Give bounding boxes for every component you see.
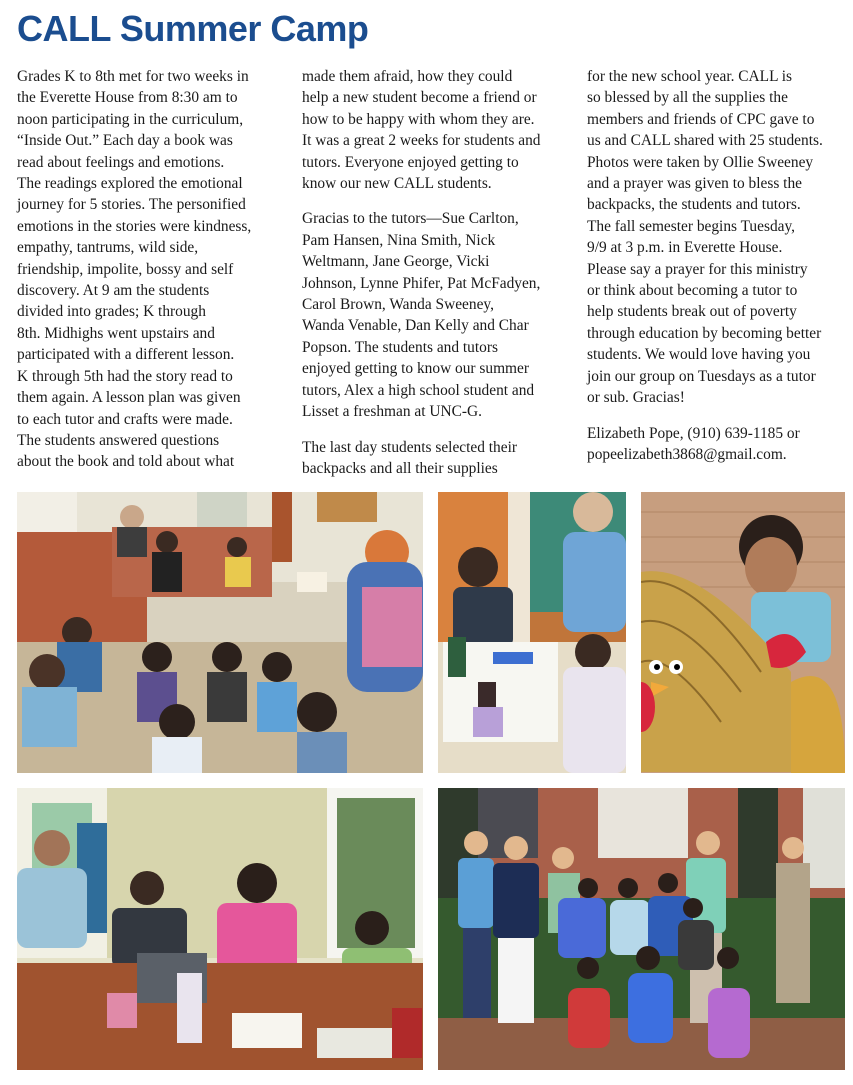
text-line: enjoyed getting to know our summer bbox=[302, 360, 529, 378]
text-line: us and CALL shared with 25 students. bbox=[587, 132, 823, 150]
text-line: journey for 5 stories. The personified bbox=[17, 196, 246, 214]
text-line: Photos were taken by Ollie Sweeney bbox=[587, 153, 814, 171]
text-line: K through 5th had the story read to bbox=[17, 367, 233, 385]
text-line: backpacks, the students and tutors. bbox=[587, 196, 801, 214]
story-time-group-photo bbox=[17, 492, 423, 773]
text-line: Pam Hansen, Nina Smith, Nick bbox=[302, 231, 496, 249]
text-line: The last day students selected their bbox=[302, 438, 517, 456]
text-line: Johnson, Lynne Phifer, Pat McFadyen, bbox=[302, 274, 541, 292]
text-line: them again. A lesson plan was given bbox=[17, 389, 241, 407]
text-line: help a new student become a friend or bbox=[302, 89, 537, 107]
text-line: divided into grades; K through bbox=[17, 303, 206, 321]
text-line: emotions in the stories were kindness, bbox=[17, 217, 252, 235]
text-line: or sub. Gracias! bbox=[587, 389, 685, 407]
text-line: for the new school year. CALL is bbox=[587, 68, 793, 85]
text-line: and a prayer was given to bless the bbox=[587, 175, 802, 193]
text-line: “Inside Out.” Each day a book was bbox=[17, 132, 233, 150]
text-line: The readings explored the emotional bbox=[17, 175, 243, 193]
text-line: join our group on Tuesdays as a tutor bbox=[587, 367, 816, 385]
text-line: The students answered questions bbox=[17, 431, 220, 449]
text-line: how to be happy with whom they are. bbox=[302, 110, 535, 128]
tutoring-table-photo bbox=[17, 788, 423, 1070]
text-line: Carol Brown, Wanda Sweeney, bbox=[302, 296, 494, 314]
text-line: discovery. At 9 am the students bbox=[17, 282, 210, 300]
column-2-paragraph-1 bbox=[302, 66, 564, 194]
column-3-paragraph-2 bbox=[587, 423, 849, 466]
article-column-1 bbox=[17, 66, 275, 487]
text-line: Please say a prayer for this ministry bbox=[587, 260, 808, 278]
text-line: Wanda Venable, Dan Kelly and Char bbox=[302, 317, 529, 335]
backpack-group-photo bbox=[438, 788, 845, 1070]
text-line: Grades K to 8th met for two weeks in bbox=[17, 68, 249, 85]
article-column-3 bbox=[587, 66, 849, 479]
text-line: backpacks and all their supplies bbox=[302, 459, 498, 477]
text-line: members and friends of CPC gave to bbox=[587, 110, 815, 128]
text-line: Gracias to the tutors—Sue Carlton, bbox=[302, 210, 519, 228]
text-line: Elizabeth Pope, (910) 639-1185 or bbox=[587, 424, 800, 442]
text-line: about the book and told about what bbox=[17, 453, 235, 471]
text-line: tutors. Everyone enjoyed getting to bbox=[302, 153, 519, 171]
text-line: to each tutor and crafts were made. bbox=[17, 410, 233, 428]
text-line: or think about becoming a tutor to bbox=[587, 282, 798, 300]
text-line: The fall semester begins Tuesday, bbox=[587, 217, 796, 235]
text-line: so blessed by all the supplies the bbox=[587, 89, 788, 107]
text-line: tutors, Alex a high school student and bbox=[302, 381, 535, 399]
text-line: Weltmann, Jane George, Vicki bbox=[302, 253, 490, 271]
text-line: Popson. The students and tutors bbox=[302, 338, 498, 356]
text-line: know our new CALL students. bbox=[302, 175, 492, 193]
paper-turkey-craft-photo bbox=[641, 492, 845, 773]
text-line: read about feelings and emotions. bbox=[17, 153, 225, 171]
text-line: 8th. Midhighs went upstairs and bbox=[17, 324, 215, 342]
text-line: friendship, impolite, bossy and self bbox=[17, 260, 234, 278]
text-line: the Everette House from 8:30 am to bbox=[17, 89, 238, 107]
craft-table-photo bbox=[438, 492, 626, 773]
text-line: noon participating in the curriculum, bbox=[17, 110, 244, 128]
text-line: Lisset a freshman at UNC-G. bbox=[302, 403, 482, 421]
text-line: participated with a different lesson. bbox=[17, 346, 235, 364]
text-line: 9/9 at 3 p.m. in Everette House. bbox=[587, 239, 783, 257]
column-1-paragraph bbox=[17, 66, 275, 473]
text-line: popeelizabeth3868@gmail.com. bbox=[587, 445, 787, 463]
text-line: made them afraid, how they could bbox=[302, 68, 513, 85]
column-2-paragraph-3 bbox=[302, 437, 564, 480]
article-column-2 bbox=[302, 66, 564, 493]
text-line: empathy, tantrums, wild side, bbox=[17, 239, 199, 257]
text-line: students. We would love having you bbox=[587, 346, 811, 364]
column-2-paragraph-2 bbox=[302, 208, 564, 422]
article-title: CALL Summer Camp bbox=[17, 8, 369, 49]
column-3-paragraph-1 bbox=[587, 66, 849, 409]
text-line: help students break out of poverty bbox=[587, 303, 797, 321]
text-line: It was a great 2 weeks for students and bbox=[302, 132, 541, 150]
text-line: through education by becoming better bbox=[587, 324, 822, 342]
